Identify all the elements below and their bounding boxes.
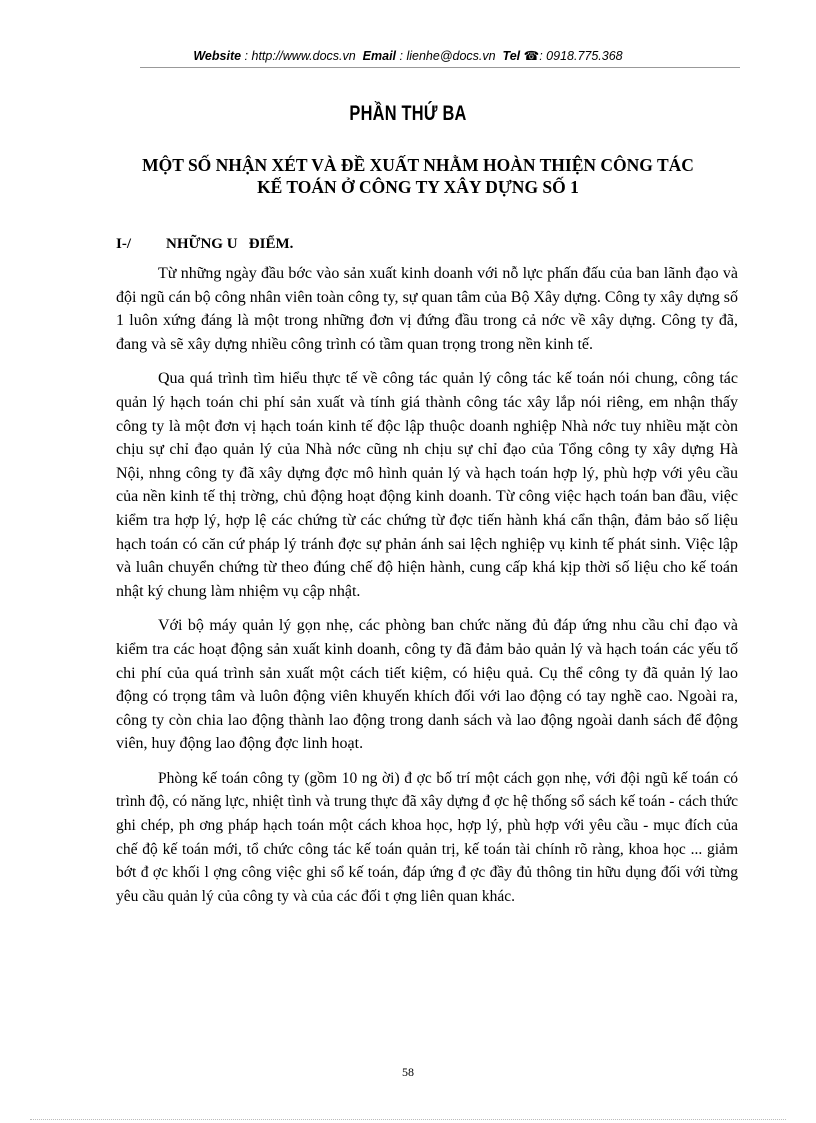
section-heading — [116, 236, 293, 253]
paragraph-3: Với bộ máy quản lý gọn nhẹ, các phòng ban chức năng đủ đáp ứng nhu cầu chỉ đạo và kiểm tra các hoạt động sản xuất kinh doanh, công ty đã đảm bảo quản lý và hạch toán các yếu tố chi phí của quá trình sản xuất một cách tiết kiệm, có hiệu quả. Cụ thể công ty đã quản lý lao động có trọng tâm và luôn động viên khuyến khích đối với lao động có tay nghề cao. Ngoài ra, công ty còn chia lao động thành lao động trong danh sách và lao động ngoài danh sách để động viên, huy động lao động đợc linh hoạt. — [116, 617, 738, 753]
phone-icon: ☎ — [523, 49, 540, 63]
website-label: Website — [193, 49, 242, 63]
page-number: 58 — [402, 1065, 414, 1079]
body-text — [116, 262, 738, 919]
header-divider — [140, 67, 740, 68]
chapter-title-line-1: MỘT SỐ NHẬN XÉT VÀ ĐỀ XUẤT NHẰM HOÀN THIỆN CÔNG TÁC — [142, 155, 694, 175]
section-title: NHỮNG U ĐIỂM. — [166, 236, 294, 252]
email-value: : lienhe@docs.vn — [399, 49, 496, 63]
chapter-title — [80, 154, 756, 198]
paragraph-4: Phòng kế toán công ty (gồm 10 ng ời) đ ợc bố trí một cách gọn nhẹ, với đội ngũ kế toán có trình độ, có năng lực, nhiệt tình và trung thực đã xây dựng đ ợc hệ thống sổ sách kế toán - cách thức ghi chép, ph ơng pháp hạch toán một cách khoa học, hợp lý, phù hợp với yêu cầu - mục đích của chế độ kế toán mới, tổ chức công tác kế toán quản trị, kế toán tài chính rõ ràng, khoa học ... giảm bớt đ ợc khối l ợng công việc ghi sổ kế toán, đáp ứng đ ợc đầy đủ thông tin hữu dụng đối với từng yêu cầu quản lý của công ty và của các đối t ợng liên quan khác. — [116, 769, 738, 905]
page-header — [0, 48, 816, 63]
part-title: PHẦN THỨ BA — [349, 102, 467, 125]
website-value: : http://www.docs.vn — [244, 49, 356, 63]
chapter-title-line-2: KẾ TOÁN Ở CÔNG TY XÂY DỰNG SỐ 1 — [257, 177, 579, 197]
email-label: Email — [362, 49, 397, 63]
paragraph-1: Từ những ngày đầu bớc vào sản xuất kinh doanh với nỗ lực phấn đấu của ban lãnh đạo và đội ngũ cán bộ công nhân viên toàn công ty, sự quan tâm của Bộ Xây dựng. Công ty xây dựng số 1 luôn xứng đáng là một trong những đơn vị đứng đầu trong cả nớc về xây dựng. Công ty đã, đang và sẽ xây dựng nhiều công trình có tầm quan trọng trong nền kinh tế. — [116, 265, 738, 353]
tel-label: Tel — [502, 49, 521, 63]
footer-divider — [30, 1119, 786, 1120]
section-number: I-/ — [116, 236, 131, 252]
paragraph-2: Qua quá trình tìm hiểu thực tế về công tác quản lý công tác kế toán nói chung, công tác quản lý hạch toán chi phí sản xuất và tính giá thành công tác xây lắp nói riêng, em nhận thấy công ty là một đơn vị hạch toán kinh tế độc lập thuộc doanh nghiệp Nhà nớc tuy nhiều mặt còn chịu sự chỉ đạo quản lý của Nhà nớc cũng nh chịu sự chỉ đạo của Tổng công ty xây dựng Hà Nội, nhng công ty đã xây dựng đợc mô hình quản lý và hạch toán hợp lý, phù hợp với yêu cầu của nền kinh tế thị trờng, chủ động hoạt động kinh doanh. Từ công việc hạch toán ban đầu, việc kiểm tra hợp lý, hợp lệ các chứng từ các chứng từ đợc tiến hành khá cẩn thận, đảm bảo số liệu hạch toán có căn cứ pháp lý tránh đợc sự phản ánh sai lệch nghiệp vụ kinh tế phát sinh. Việc lập và luân chuyển chứng từ theo đúng chế độ hiện hành, cung cấp khá kịp thời số liệu cho kế toán nhật ký chung làm nhiệm vụ cập nhật. — [116, 370, 738, 600]
tel-value: : 0918.775.368 — [539, 49, 623, 63]
